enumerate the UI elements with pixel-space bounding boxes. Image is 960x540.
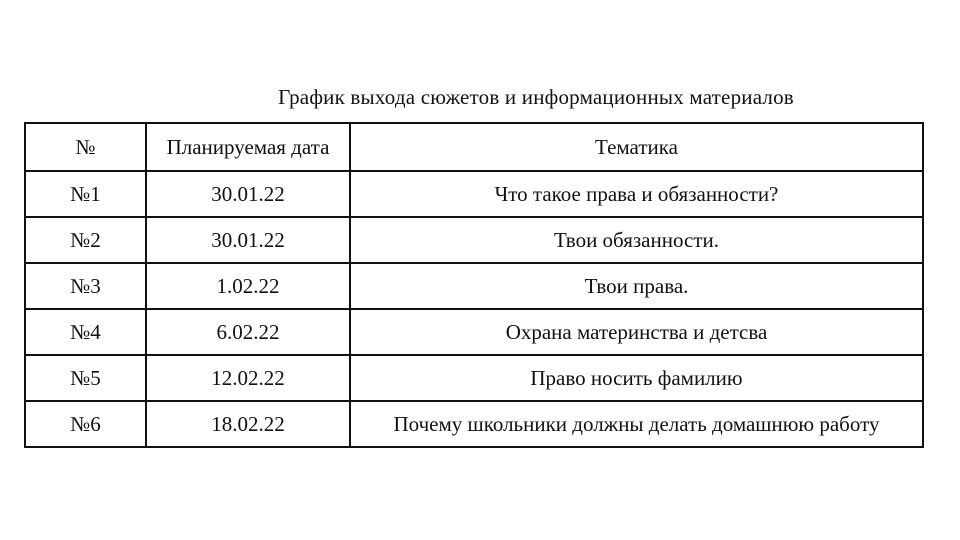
table-row: [25, 263, 923, 309]
table-row: [25, 217, 923, 263]
row-date: 30.01.22: [146, 171, 350, 217]
row-date: 18.02.22: [146, 401, 350, 447]
row-number: №6: [25, 401, 146, 447]
document-title: График выхода сюжетов и информационных материалов: [278, 85, 794, 109]
row-topic: Почему школьники должны делать домашнюю работу: [350, 401, 923, 447]
row-date: 30.01.22: [146, 217, 350, 263]
row-number: №4: [25, 309, 146, 355]
row-date: 6.02.22: [146, 309, 350, 355]
table-row: [25, 309, 923, 355]
row-date: 12.02.22: [146, 355, 350, 401]
row-date: 1.02.22: [146, 263, 350, 309]
table-row: [25, 171, 923, 217]
schedule-table: [24, 122, 924, 448]
row-number: №3: [25, 263, 146, 309]
header-number: №: [25, 123, 146, 171]
row-number: №1: [25, 171, 146, 217]
row-number: №5: [25, 355, 146, 401]
table-row: [25, 355, 923, 401]
row-number: №2: [25, 217, 146, 263]
header-topic: Тематика: [350, 123, 923, 171]
row-topic: Твои права.: [350, 263, 923, 309]
row-topic: Охрана материнства и детсва: [350, 309, 923, 355]
table-header-row: [25, 123, 923, 171]
row-topic: Право носить фамилию: [350, 355, 923, 401]
header-date: Планируемая дата: [146, 123, 350, 171]
row-topic: Твои обязанности.: [350, 217, 923, 263]
row-topic: Что такое права и обязанности?: [350, 171, 923, 217]
table-row: [25, 401, 923, 447]
